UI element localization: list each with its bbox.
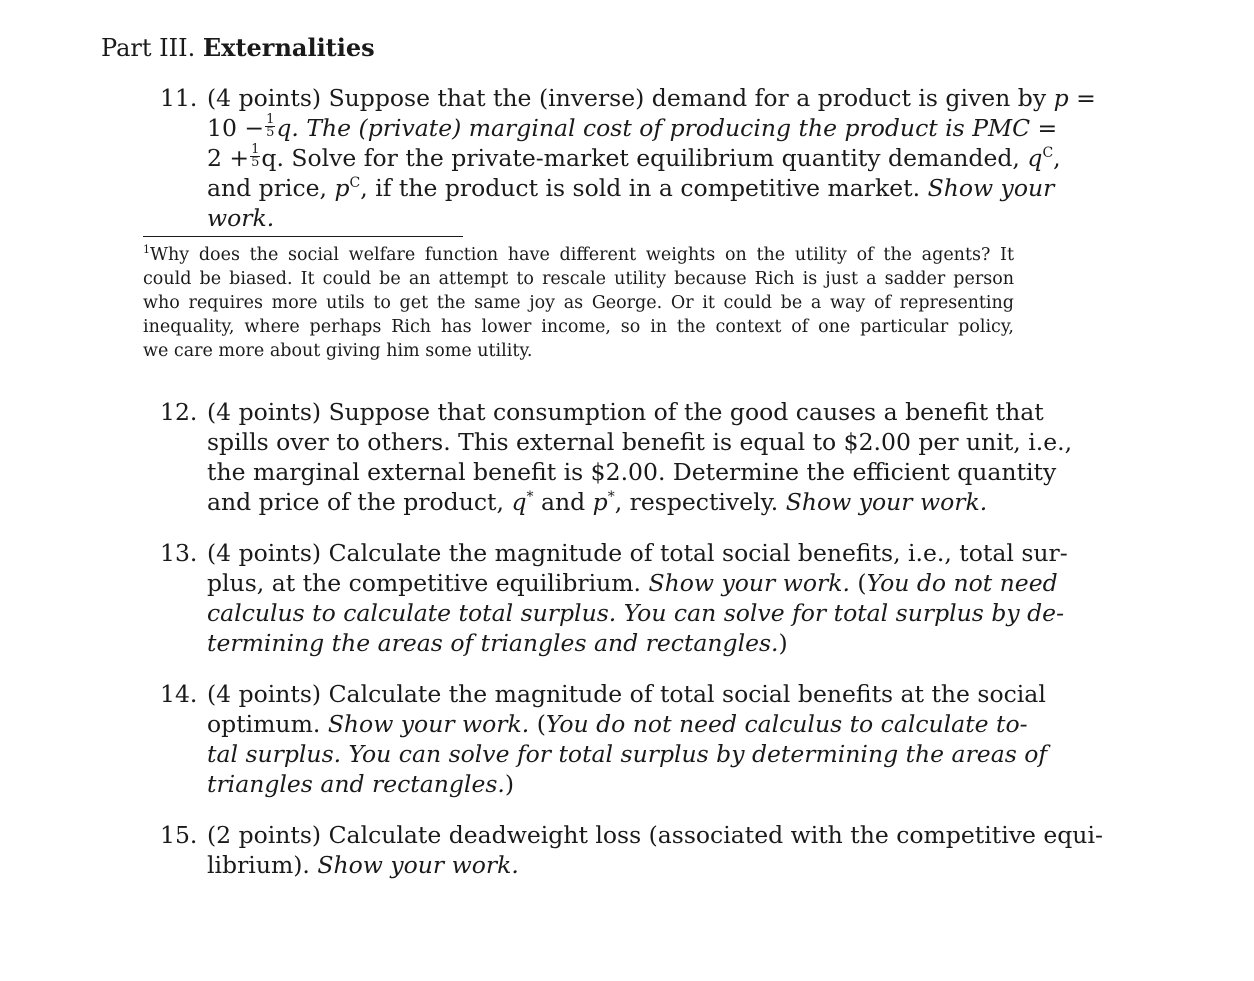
- question-14: [160, 679, 1048, 799]
- question-line: (4 points) Calculate the magnitude of total social benefits at the social: [207, 680, 1046, 708]
- fraction-one-fifth: $\frac{1}{5}$: [266, 112, 275, 140]
- part-heading: [101, 33, 375, 63]
- footnote-mark: 1: [143, 243, 150, 257]
- footnote: [143, 243, 1014, 363]
- question-line: the marginal external benefit is $2.00. Determine the efficient quantity: [207, 458, 1057, 486]
- question-line: optimum. Show your work. (You do not need calculus to calculate to-: [207, 710, 1028, 738]
- footnote-line: we care more about giving him some utility.: [143, 341, 533, 361]
- question-line: and price, $p^C$, if the product is sold in a competitive market. Show your: [207, 174, 1055, 202]
- part-label: Part III.: [101, 34, 196, 62]
- footnote-line: inequality, where perhaps Rich has lower income, so in the context of one particular policy,: [143, 317, 1014, 337]
- question-line: work.: [207, 204, 275, 232]
- footnote-rule: [143, 236, 463, 237]
- question-number: 11.: [160, 84, 198, 112]
- question-line: (4 points) Calculate the magnitude of total social benefits, i.e., total sur-: [207, 539, 1068, 567]
- fraction-one-fifth: $\frac{1}{5}$: [251, 142, 260, 170]
- question-15: [160, 820, 1103, 880]
- footnote-line: $^1$Why does the social welfare function have different weights on the utility of the agents? It: [143, 243, 1014, 265]
- question-line: (4 points) Suppose that the (inverse) demand for a product is given by p =: [207, 84, 1096, 112]
- question-line: (4 points) Suppose that consumption of the good causes a benefit that: [207, 398, 1044, 426]
- question-line: spills over to others. This external benefit is equal to $2.00 per unit, i.e.,: [207, 428, 1073, 456]
- question-11: [160, 83, 1096, 233]
- part-title: Externalities: [202, 33, 375, 62]
- question-line: 10 − $\frac{1}{5}$ q. The (private) marginal cost of producing the product is PMC =: [207, 112, 1058, 142]
- footnote-line: who requires more utils to get the same joy as George. Or it could be a way of representing: [143, 293, 1014, 313]
- question-12: [160, 397, 1073, 517]
- question-line: termining the areas of triangles and rectangles.): [207, 629, 788, 657]
- question-line: librium). Show your work.: [207, 851, 519, 879]
- question-line: 2 + $\frac{1}{5}$ q. Solve for the private-market equilibrium quantity demanded, $q^C$,: [207, 142, 1061, 172]
- question-line: tal surplus. You can solve for total surplus by determining the areas of: [207, 740, 1048, 768]
- question-number: 15.: [160, 821, 198, 849]
- question-line: plus, at the competitive equilibrium. Show your work. (You do not need: [207, 569, 1058, 597]
- question-number: 14.: [160, 680, 198, 708]
- question-number: 13.: [160, 539, 198, 567]
- question-line: (2 points) Calculate deadweight loss (associated with the competitive equi-: [207, 821, 1103, 849]
- question-number: 12.: [160, 398, 198, 426]
- question-13: [160, 538, 1068, 658]
- question-line: calculus to calculate total surplus. You can solve for total surplus by de-: [207, 599, 1065, 627]
- question-line: and price of the product, q* and p*, respectively. Show your work.: [207, 488, 988, 516]
- footnote-line: could be biased. It could be an attempt to rescale utility because Rich is just a sadder person: [143, 269, 1014, 289]
- question-line: triangles and rectangles.): [207, 770, 515, 798]
